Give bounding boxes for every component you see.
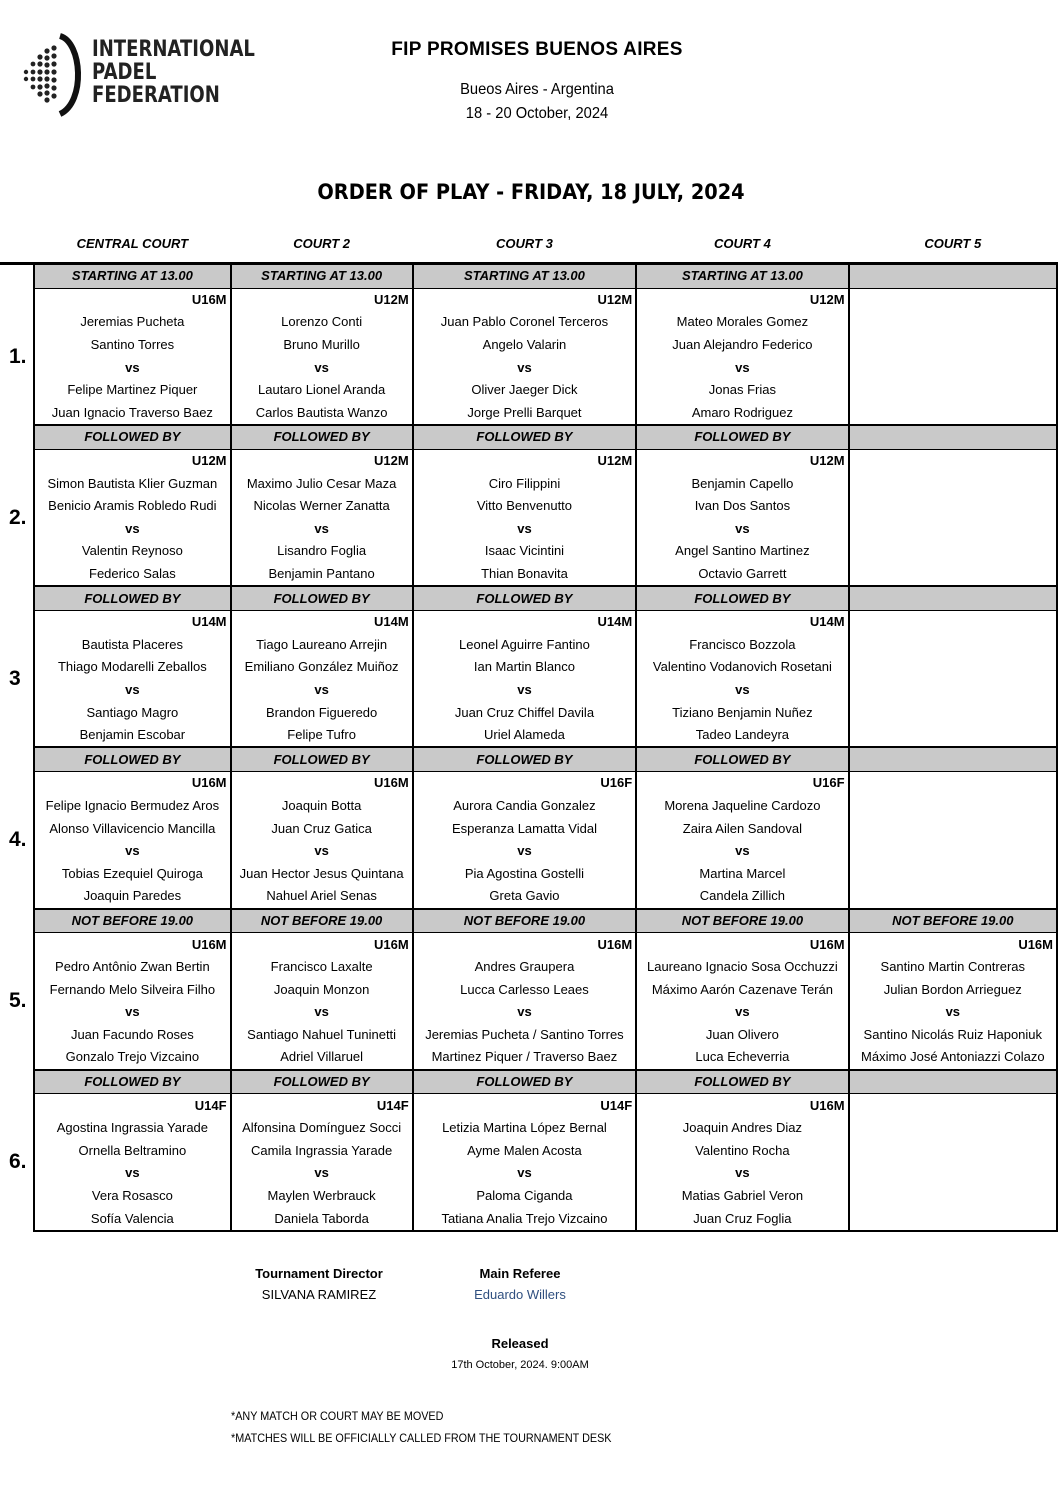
player-name [849,1207,1057,1231]
order-of-play-title: ORDER OF PLAY - FRIDAY, 18 JULY, 2024 [317,180,745,204]
player-name: Mateo Morales Gomez [636,311,848,334]
player-name [849,862,1057,885]
versus-label [849,840,1057,863]
match-category: U16M [636,1094,848,1117]
slot-header: FOLLOWED BY [231,1070,413,1094]
player-name [849,724,1057,748]
released-timestamp: 17th October, 2024. 9:00AM [451,1359,589,1371]
match-row [0,1140,1057,1163]
round-header-row [0,586,1057,610]
versus-label: vs [636,1162,848,1185]
match-row [0,1001,1057,1024]
player-name [849,334,1057,357]
player-name: Jonas Frias [636,379,848,402]
player-name: Juan Cruz Chiffel Davila [413,701,636,724]
match-category: U16F [636,772,848,795]
player-name: Ornella Beltramino [34,1140,230,1163]
slot-header: STARTING AT 13.00 [231,264,413,289]
player-name: Luca Echeverria [636,1046,848,1070]
player-name: Zaira Ailen Sandoval [636,817,848,840]
match-category [849,610,1057,633]
slot-header: FOLLOWED BY [231,747,413,771]
player-name: Bruno Murillo [231,334,413,357]
notes [231,1405,654,1449]
player-name: Alfonsina Domínguez Socci [231,1117,413,1140]
match-row [0,610,1057,633]
match-row [0,795,1057,818]
event-title: FIP PROMISES BUENOS AIRES [391,39,683,60]
player-name: Maximo Julio Cesar Maza [231,472,413,495]
player-name: Vera Rosasco [34,1185,230,1208]
player-name: Octavio Garrett [636,563,848,587]
slot-header [849,264,1057,289]
corner-cell [0,232,34,256]
round-header-row [0,425,1057,449]
versus-label: vs [231,356,413,379]
round-number: 5. [9,989,27,1013]
player-name [849,402,1057,426]
versus-label: vs [231,518,413,541]
round-header-row [0,264,1057,289]
federation-name-line: INTERNATIONAL [92,37,255,62]
court-name: CENTRAL COURT [76,236,189,251]
player-name: Pedro Antônio Zwan Bertin [34,956,230,979]
versus-label: vs [34,679,230,702]
versus-label: vs [636,518,848,541]
match-row [0,311,1057,334]
player-name: Bautista Placeres [34,634,230,657]
player-name [849,656,1057,679]
event-dates: 18 - 20 October, 2024 [465,105,609,122]
match-category: U12M [231,288,413,311]
player-name: Francisco Laxalte [231,956,413,979]
round-number: 3 [9,666,21,690]
federation-name-line: PADEL [92,60,157,85]
round-header-row [0,747,1057,771]
player-name: Martina Marcel [636,862,848,885]
player-name [849,472,1057,495]
slot-header: FOLLOWED BY [231,425,413,449]
player-name: Daniela Taborda [231,1207,413,1231]
match-category: U14F [413,1094,636,1117]
versus-label: vs [231,679,413,702]
player-name: Esperanza Lamatta Vidal [413,817,636,840]
versus-label: vs [34,1001,230,1024]
slot-header: NOT BEFORE 19.00 [849,909,1057,933]
player-name: Francisco Bozzola [636,634,848,657]
match-category: U12M [231,449,413,472]
player-name [849,817,1057,840]
versus-label: vs [413,356,636,379]
slot-header: FOLLOWED BY [636,747,848,771]
player-name [849,1185,1057,1208]
player-name: Adriel Villaruel [231,1046,413,1070]
round-number: 4. [9,828,27,852]
director-name: SILVANA RAMIREZ [261,1287,377,1302]
slot-header: STARTING AT 13.00 [413,264,636,289]
court-name: COURT 2 [293,236,351,251]
versus-label [849,356,1057,379]
slot-header: FOLLOWED BY [636,586,848,610]
versus-label: vs [413,518,636,541]
slot-header: FOLLOWED BY [636,425,848,449]
referee-label: Main Referee [479,1266,561,1281]
match-row [0,634,1057,657]
player-name: Ivan Dos Santos [636,495,848,518]
player-name [849,495,1057,518]
player-name: Benjamin Escobar [34,724,230,748]
match-row [0,701,1057,724]
player-name: Sofía Valencia [34,1207,230,1231]
versus-label: vs [34,518,230,541]
player-name: Maylen Werbrauck [231,1185,413,1208]
player-name: Fernando Melo Silveira Filho [34,978,230,1001]
player-name [849,540,1057,563]
match-category: U14M [231,610,413,633]
versus-label [849,1162,1057,1185]
versus-label [849,518,1057,541]
player-name: Greta Gavio [413,885,636,909]
versus-label: vs [413,1162,636,1185]
player-name: Máximo Aarón Cazenave Terán [636,978,848,1001]
match-category: U12M [636,449,848,472]
versus-label: vs [231,1162,413,1185]
match-category: U12M [34,449,230,472]
player-name: Uriel Alameda [413,724,636,748]
player-name [849,311,1057,334]
player-name [849,1140,1057,1163]
match-row [0,495,1057,518]
player-name: Nicolas Werner Zanatta [231,495,413,518]
player-name: Tadeo Landeyra [636,724,848,748]
player-name: Angelo Valarin [413,334,636,357]
round-gutter [0,909,34,933]
slot-header [849,1070,1057,1094]
player-name: Tiago Laureano Arrejin [231,634,413,657]
player-name: Jorge Prelli Barquet [413,402,636,426]
match-category: U16F [413,772,636,795]
match-category: U16M [413,933,636,956]
match-category: U16M [34,772,230,795]
player-name: Valentin Reynoso [34,540,230,563]
player-name: Felipe Tufro [231,724,413,748]
player-name: Juan Cruz Gatica [231,817,413,840]
player-name: Joaquin Botta [231,795,413,818]
order-of-play-table [0,232,1058,1232]
slot-header: NOT BEFORE 19.00 [34,909,230,933]
main-referee [440,1266,600,1302]
match-row [0,885,1057,909]
player-name: Lucca Carlesso Leaes [413,978,636,1001]
player-name: Matias Gabriel Veron [636,1185,848,1208]
match-row [0,656,1057,679]
referee-name: Eduardo Willers [474,1287,566,1302]
slot-header: FOLLOWED BY [636,1070,848,1094]
match-row [0,563,1057,587]
court-header-row [0,232,1057,256]
player-name: Santino Martin Contreras [849,956,1057,979]
slot-header: FOLLOWED BY [34,747,230,771]
match-row [0,817,1057,840]
round-number: 1. [9,344,27,368]
player-name: Lisandro Foglia [231,540,413,563]
versus-label: vs [34,840,230,863]
slot-header [849,747,1057,771]
match-category: U16M [636,933,848,956]
player-name: Joaquin Monzon [231,978,413,1001]
player-name: Amaro Rodriguez [636,402,848,426]
player-name: Ian Martin Blanco [413,656,636,679]
round-header-row [0,1070,1057,1094]
player-name: Thiago Modarelli Zeballos [34,656,230,679]
slot-header: NOT BEFORE 19.00 [636,909,848,933]
slot-header: NOT BEFORE 19.00 [413,909,636,933]
player-name: Tobias Ezequiel Quiroga [34,862,230,885]
release-info [420,1336,620,1371]
player-name: Agostina Ingrassia Yarade [34,1117,230,1140]
round-header-row [0,909,1057,933]
slot-header: FOLLOWED BY [413,1070,636,1094]
match-category: U14M [413,610,636,633]
player-name: Tatiana Analia Trejo Vizcaino [413,1207,636,1231]
match-category [849,1094,1057,1117]
player-name: Benicio Aramis Robledo Rudi [34,495,230,518]
versus-label: vs [34,1162,230,1185]
match-row [0,1117,1057,1140]
versus-label: vs [636,679,848,702]
player-name [849,379,1057,402]
player-name: Federico Salas [34,563,230,587]
federation-name-line: FEDERATION [92,83,220,108]
player-name: Isaac Vicintini [413,540,636,563]
player-name: Thian Bonavita [413,563,636,587]
player-name: Lautaro Lionel Aranda [231,379,413,402]
match-row [0,1185,1057,1208]
match-category: U12M [413,449,636,472]
player-name: Jeremias Pucheta / Santino Torres [413,1024,636,1047]
match-row [0,288,1057,311]
match-row [0,724,1057,748]
versus-label: vs [636,840,848,863]
match-row [0,862,1057,885]
court-name: COURT 3 [496,236,553,251]
versus-label: vs [231,840,413,863]
player-name: Leonel Aguirre Fantino [413,634,636,657]
match-row [0,933,1057,956]
match-row [0,1094,1057,1117]
player-name: Camila Ingrassia Yarade [231,1140,413,1163]
player-name: Valentino Rocha [636,1140,848,1163]
match-row [0,356,1057,379]
player-name: Felipe Ignacio Bermudez Aros [34,795,230,818]
versus-label: vs [413,840,636,863]
player-name: Morena Jaqueline Cardozo [636,795,848,818]
slot-header: FOLLOWED BY [34,586,230,610]
player-name: Máximo José Antoniazzi Colazo [849,1046,1057,1070]
player-name [849,701,1057,724]
note-line: *MATCHES WILL BE OFFICIALLY CALLED FROM THE TOURNAMENT DESK [231,1431,612,1445]
match-row [0,840,1057,863]
player-name: Juan Pablo Coronel Terceros [413,311,636,334]
player-name: Aurora Candia Gonzalez [413,795,636,818]
round-gutter [0,1070,34,1094]
match-category: U14M [34,610,230,633]
versus-label: vs [34,356,230,379]
player-name: Ayme Malen Acosta [413,1140,636,1163]
player-name: Emiliano González Muiñoz [231,656,413,679]
player-name: Juan Facundo Roses [34,1024,230,1047]
player-name: Juan Hector Jesus Quintana [231,862,413,885]
round-gutter [0,264,34,289]
director-label: Tournament Director [255,1266,383,1281]
match-row [0,540,1057,563]
player-name: Felipe Martinez Piquer [34,379,230,402]
player-name: Andres Graupera [413,956,636,979]
player-name: Juan Cruz Foglia [636,1207,848,1231]
match-row [0,1162,1057,1185]
player-name: Nahuel Ariel Senas [231,885,413,909]
player-name: Jeremias Pucheta [34,311,230,334]
player-name: Tiziano Benjamin Nuñez [636,701,848,724]
versus-label: vs [413,679,636,702]
match-row [0,679,1057,702]
player-name: Brandon Figueredo [231,701,413,724]
round-gutter [0,425,34,449]
player-name: Alonso Villavicencio Mancilla [34,817,230,840]
player-name: Letizia Martina López Bernal [413,1117,636,1140]
match-category: U16M [34,933,230,956]
player-name: Ciro Filippini [413,472,636,495]
match-category: U14M [636,610,848,633]
match-category: U16M [849,933,1057,956]
match-category: U16M [231,933,413,956]
player-name: Benjamin Pantano [231,563,413,587]
player-name: Juan Ignacio Traverso Baez [34,402,230,426]
player-name: Angel Santino Martinez [636,540,848,563]
player-name: Candela Zillich [636,885,848,909]
player-name: Juan Olivero [636,1024,848,1047]
player-name: Vitto Benvenutto [413,495,636,518]
player-name: Laureano Ignacio Sosa Occhuzzi [636,956,848,979]
player-name: Valentino Vodanovich Rosetani [636,656,848,679]
player-name: Juan Alejandro Federico [636,334,848,357]
match-category [849,772,1057,795]
slot-header: FOLLOWED BY [34,1070,230,1094]
match-category: U12M [636,288,848,311]
match-row [0,956,1057,979]
slot-header: FOLLOWED BY [413,747,636,771]
match-category: U16M [231,772,413,795]
match-category: U12M [413,288,636,311]
event-location: Bueos Aires - Argentina [460,81,614,98]
player-name [849,563,1057,587]
match-row [0,1046,1057,1070]
player-name: Joaquin Andres Diaz [636,1117,848,1140]
round-gutter [0,747,34,771]
match-category: U14F [231,1094,413,1117]
match-category: U16M [34,288,230,311]
match-row [0,379,1057,402]
court-name: COURT 4 [713,236,771,251]
slot-header: STARTING AT 13.00 [636,264,848,289]
tournament-director [231,1266,407,1302]
event-details [0,78,1058,126]
player-name: Lorenzo Conti [231,311,413,334]
player-name [849,885,1057,909]
slot-header: FOLLOWED BY [34,425,230,449]
match-row [0,518,1057,541]
round-gutter [0,586,34,610]
player-name: Joaquin Paredes [34,885,230,909]
order-of-play-body [0,232,1057,1231]
player-name: Pia Agostina Gostelli [413,862,636,885]
round-number: 6. [9,1150,27,1174]
round-number: 2. [9,505,27,529]
match-category: U14F [34,1094,230,1117]
versus-label: vs [413,1001,636,1024]
player-name: Santiago Nahuel Tuninetti [231,1024,413,1047]
note-line: *ANY MATCH OR COURT MAY BE MOVED [231,1409,444,1423]
player-name: Paloma Ciganda [413,1185,636,1208]
slot-header: STARTING AT 13.00 [34,264,230,289]
player-name [849,795,1057,818]
match-category [849,449,1057,472]
slot-header: FOLLOWED BY [413,586,636,610]
match-row [0,1207,1057,1231]
match-row [0,978,1057,1001]
released-label: Released [491,1336,549,1351]
slot-header: FOLLOWED BY [231,586,413,610]
versus-label: vs [636,356,848,379]
player-name: Carlos Bautista Wanzo [231,402,413,426]
slot-header: FOLLOWED BY [413,425,636,449]
slot-header [849,586,1057,610]
court-name: COURT 5 [924,236,982,251]
player-name: Oliver Jaeger Dick [413,379,636,402]
player-name: Gonzalo Trejo Vizcaino [34,1046,230,1070]
player-name: Santiago Magro [34,701,230,724]
versus-label [849,679,1057,702]
player-name: Santino Torres [34,334,230,357]
slot-header [849,425,1057,449]
versus-label: vs [231,1001,413,1024]
slot-header: NOT BEFORE 19.00 [231,909,413,933]
match-row [0,402,1057,426]
header-divider [0,256,1057,264]
match-row [0,334,1057,357]
match-row [0,449,1057,472]
match-row [0,472,1057,495]
match-row [0,772,1057,795]
player-name [849,634,1057,657]
player-name: Benjamin Capello [636,472,848,495]
versus-label: vs [849,1001,1057,1024]
player-name [849,1117,1057,1140]
match-row [0,1024,1057,1047]
versus-label: vs [636,1001,848,1024]
player-name: Julian Bordon Arrieguez [849,978,1057,1001]
player-name: Santino Nicolás Ruiz Haponiuk [849,1024,1057,1047]
player-name: Martinez Piquer / Traverso Baez [413,1046,636,1070]
player-name: Simon Bautista Klier Guzman [34,472,230,495]
match-category [849,288,1057,311]
